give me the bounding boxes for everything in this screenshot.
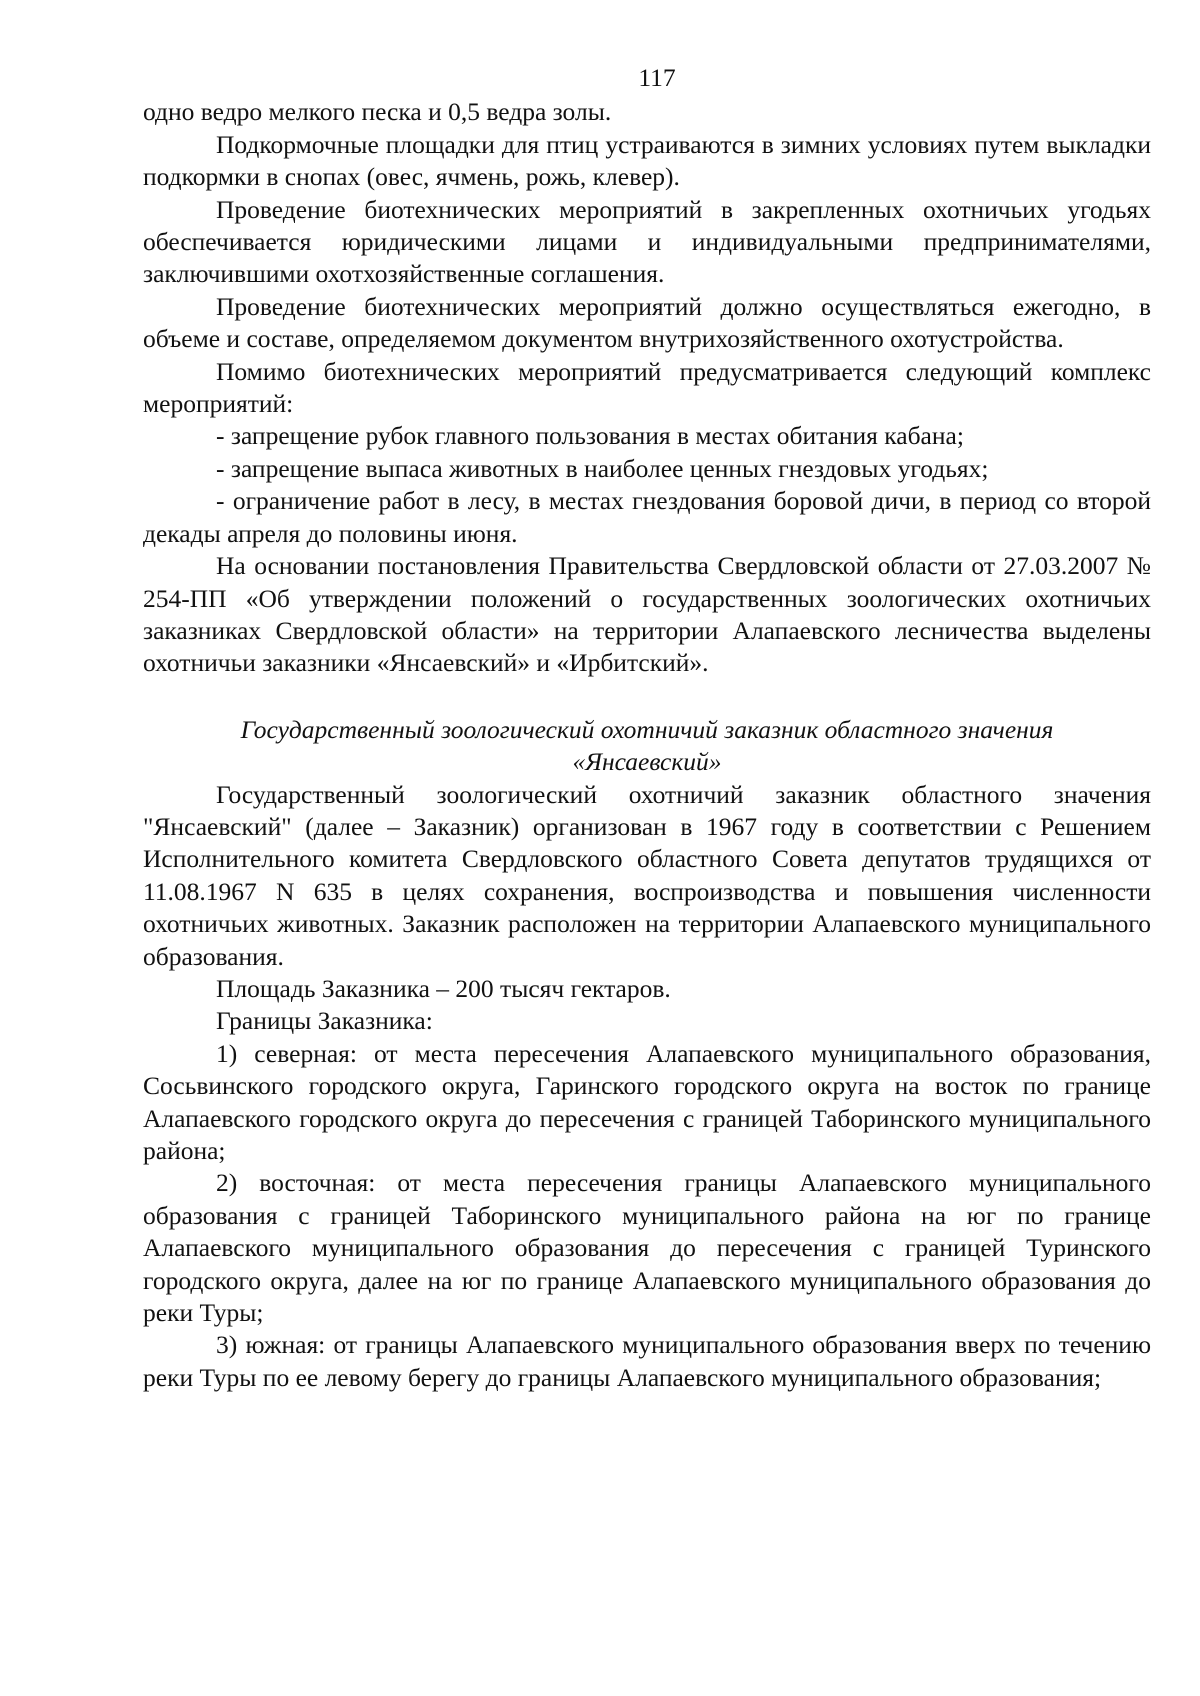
paragraph: Площадь Заказника – 200 тысяч гектаров. (216, 973, 671, 1003)
document-page (143, 62, 1151, 1394)
paragraph: одно ведро мелкого песка и 0,5 ведра золы. (143, 97, 612, 127)
spacer (143, 680, 1151, 714)
list-item: - запрещение рубок главного пользования в местах обитания кабана; (216, 421, 964, 451)
list-item: - запрещение выпаса животных в наиболее ценных гнездовых угодьях; (216, 453, 989, 483)
paragraph: Проведение биотехнических мероприятий должно осуществляться ежегодно, в объеме и составе, определяемом документом внутрихозяйственного охотустройства. (143, 291, 1151, 354)
section-heading (143, 714, 1151, 779)
paragraph: Государственный зоологический охотничий заказник областного значения "Янсаевский" (далее – Заказник) организован в 1967 году в соответствии с Решением Исполнительного комитета Свердловского областного Совета депутатов трудящихся от 11.08.1967 N 635 в целях сохранения, воспроизводства и повышения численности охотничьих животных. Заказник расположен на территории Алапаевского муниципального образования. (143, 779, 1151, 971)
list-item: 3) южная: от границы Алапаевского муниципального образования вверх по течению реки Туры по ее левому берегу до границы Алапаевского муниципального образования; (143, 1330, 1151, 1392)
page-number: 117 (638, 63, 676, 92)
paragraph: Подкормочные площадки для птиц устраиваются в зимних условиях путем выкладки подкормки в снопах (овес, ячмень, рожь, клевер). (143, 129, 1151, 192)
list-item: - ограничение работ в лесу, в местах гнездования боровой дичи, в период со второй декады апреля до половины июня. (143, 486, 1151, 548)
list-item: 2) восточная: от места пересечения границы Алапаевского муниципального образования с границей Таборинского муниципального района на юг по границе Алапаевского муниципального образования до пересечения с границей Туринского городского округа, далее на юг по границе Алапаевского муниципального образования до реки Туры; (143, 1168, 1151, 1328)
list-item: 1) северная: от места пересечения Алапаевского муниципального образования, Сосьвинского городского округа, Гаринского городского округа на восток по границе Алапаевского городского округа до пересечения с границей Таборинского муниципального района; (143, 1038, 1151, 1165)
section-heading-line: «Янсаевский» (572, 747, 722, 777)
paragraph: Проведение биотехнических мероприятий в закрепленных охотничьих угодьях обеспечивается юридическими лицами и индивидуальными предпринимателями, заключившими охотхозяйственные соглашения. (143, 194, 1151, 289)
paragraph: Помимо биотехнических мероприятий предусматривается следующий комплекс мероприятий: (143, 356, 1151, 419)
paragraph: На основании постановления Правительства Свердловской области от 27.03.2007 № 254-ПП «Об утверждении положений о государственных зоологических охотничьих заказниках Свердловской области» на территории Алапаевского лесничества выделены охотничьи заказники «Янсаевский» и «Ирбитский». (143, 551, 1151, 678)
paragraph: Границы Заказника: (216, 1006, 433, 1036)
section-heading-line: Государственный зоологический охотничий заказник областного значения (240, 714, 1054, 744)
